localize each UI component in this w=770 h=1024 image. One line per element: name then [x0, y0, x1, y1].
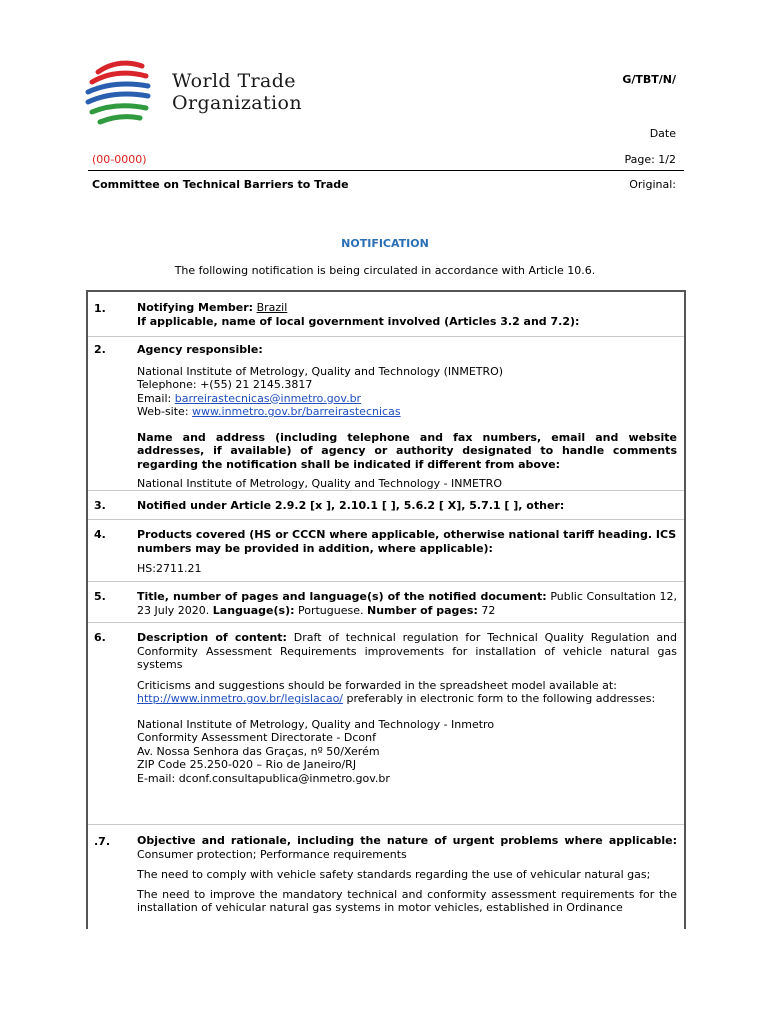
row-divider: [88, 490, 684, 491]
org-name-line2: Organization: [172, 92, 302, 114]
page-indicator: Page: 1/2: [624, 153, 676, 166]
item-number: 1.: [94, 302, 106, 315]
address-line: National Institute of Metrology, Quality and Technology - Inmetro: [137, 717, 495, 731]
agency-email-link[interactable]: barreirastecnicas@inmetro.gov.br: [174, 391, 362, 405]
agency-website-link[interactable]: www.inmetro.gov.br/barreirastecnicas: [192, 405, 401, 418]
committee-name: Committee on Technical Barriers to Trade: [92, 178, 349, 191]
intro-text: The following notification is being circulated in accordance with Article 10.6.: [174, 264, 596, 277]
address-line: Av. Nossa Senhora das Graças, nº 50/Xerém: [137, 744, 380, 758]
products-covered-label: Products covered (HS or CCCN where applicable, otherwise national tariff heading. ICS numbers may be provided in addition, where applicable):: [137, 528, 677, 555]
document-title-label: Title, number of pages and language(s) of the notified document:: [137, 590, 547, 603]
header-divider: [88, 170, 684, 171]
description-label: Description of content:: [137, 631, 287, 644]
original-label: Original:: [629, 178, 676, 191]
pages-label: Number of pages:: [367, 603, 478, 617]
table-left-border: [86, 291, 88, 929]
enquiry-point-name: National Institute of Metrology, Quality and Technology - INMETRO: [137, 477, 502, 490]
pages-value: 72: [477, 603, 496, 617]
row-divider: [88, 581, 684, 582]
item-products-covered: [137, 528, 677, 576]
address-line: ZIP Code 25.250-020 – Rio de Janeiro/RJ: [137, 758, 357, 771]
wto-logo: [84, 56, 344, 131]
notification-title: NOTIFICATION: [341, 237, 429, 250]
rationale-paragraph: The need to comply with vehicle safety standards regarding the use of vehicular natural gas;: [137, 868, 651, 881]
website-label: Web-site:: [137, 405, 193, 418]
item-number: 4.: [94, 528, 106, 541]
item-number: 5.: [94, 590, 106, 603]
item-number: .7.: [94, 835, 111, 848]
legislation-link[interactable]: http://www.inmetro.gov.br/legislacao/: [137, 692, 344, 705]
item-number: 6.: [94, 631, 106, 644]
item-number: 3.: [94, 499, 106, 512]
row-divider: [88, 824, 684, 825]
enquiry-point-label: Name and address (including telephone and fax numbers, email and website addresses, if available) of agency or authority designated to handle comments regarding the notification shall be indicated if different from above:: [137, 430, 677, 471]
wto-emblem-icon: [84, 56, 164, 131]
row-divider: [88, 336, 684, 337]
rationale-paragraph: The need to improve the mandatory technical and conformity assessment requirements for the installation of vehicular natural gas systems in motor vehicles, established in Ordinance: [137, 887, 677, 914]
address-line: Conformity Assessment Directorate - Dconf: [137, 731, 376, 744]
criticisms-rest: preferably in electronic form to the following addresses:: [343, 692, 656, 705]
item-objective-rationale: [137, 834, 677, 915]
item-number: 2.: [94, 343, 106, 356]
table-top-border: [86, 290, 686, 292]
hs-code: HS:2711.21: [137, 562, 202, 575]
description-text: Draft of technical regulation for Technical Quality Regulation and Conformity Assessment Requirements improvements for installation of vehicle natural gas systems: [137, 631, 678, 671]
org-name-line1: World Trade: [172, 70, 296, 92]
document-symbol: G/TBT/N/: [622, 73, 676, 86]
objective-value: Consumer protection; Performance requirements: [137, 847, 407, 861]
agency-label: Agency responsible:: [137, 343, 263, 356]
local-government-label: If applicable, name of local government involved (Articles 3.2 and 7.2):: [137, 314, 580, 328]
item-document-title: [137, 590, 677, 617]
item-description: [137, 631, 677, 785]
row-divider: [88, 622, 684, 623]
address-email: E-mail: dconf.consultapublica@inmetro.gov.br: [137, 771, 390, 785]
date-label: Date: [649, 127, 676, 140]
agency-telephone: Telephone: +(55) 21 2145.3817: [137, 378, 313, 391]
item-notifying-member: [137, 301, 677, 328]
notifying-member-value: Brazil: [256, 301, 288, 314]
criticisms-text: Criticisms and suggestions should be forwarded in the spreadsheet model available at:: [137, 678, 617, 692]
item-agency-responsible: [137, 343, 677, 491]
agency-name: National Institute of Metrology, Quality and Technology (INMETRO): [137, 364, 504, 378]
language-value: Portuguese.: [294, 603, 367, 617]
email-label: Email:: [137, 391, 175, 405]
item-notified-under: Notified under Article 2.9.2 [x ], 2.10.1 [ ], 5.6.2 [ X], 5.7.1 [ ], other:: [137, 499, 565, 512]
objective-label: Objective and rationale, including the nature of urgent problems where applicable:: [137, 834, 677, 847]
notifying-member-label: Notifying Member:: [137, 301, 254, 314]
language-label: Language(s):: [212, 603, 295, 617]
document-title-value: Public Consultation 12, 23 July 2020.: [137, 590, 677, 617]
table-right-border: [684, 291, 686, 929]
document-code: (00-0000): [92, 153, 147, 166]
row-divider: [88, 519, 684, 520]
